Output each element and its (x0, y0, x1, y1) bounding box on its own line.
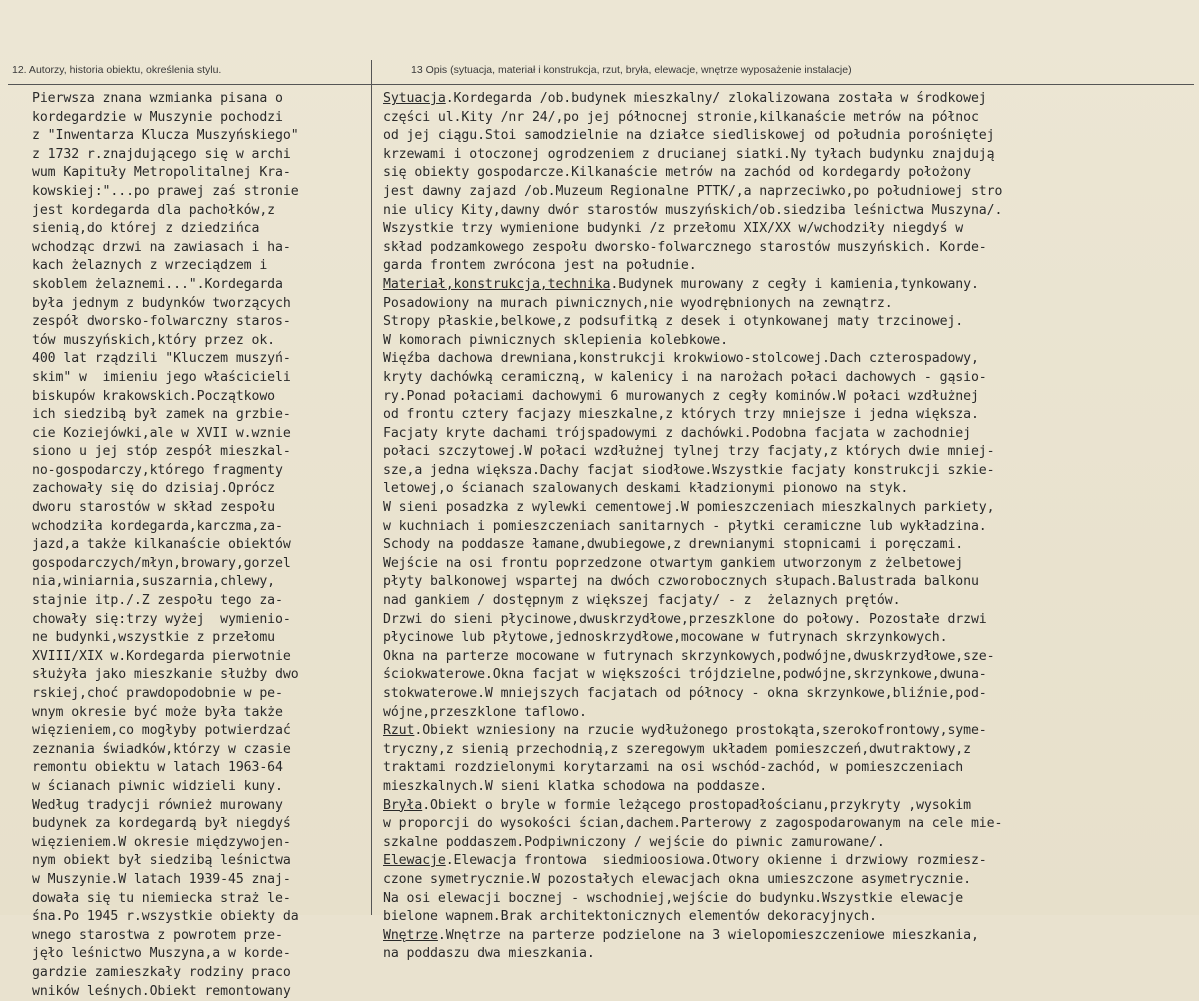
right-column-line: traktami rozdzielonymi korytarzami na osi wschód-zachód, w pomieszczeniach (383, 759, 1195, 778)
right-column-line: od frontu cztery facjazy mieszkalne,z których trzy mniejsze i jedna większa. (383, 406, 1195, 425)
right-column-line: tryczny,z sienią przechodnią,z szeregowym układem pomieszczeń,dwutraktowy,z (383, 741, 1195, 760)
right-column-line: Drzwi do sieni płycinowe,dwuskrzydłowe,przeszklone do połowy. Pozostałe drzwi (383, 611, 1195, 630)
description-column (383, 90, 1195, 964)
right-column-line: od jej ciągu.Stoi samodzielnie na działce siedliskowej od południa porośniętej (383, 127, 1195, 146)
right-column-line: Wszystkie trzy wymienione budynki /z przełomu XIX/XX w/wchodziły niegdyś w (383, 220, 1195, 239)
section-13-header: 13 Opis (sytuacja, materiał i konstrukcja, rzut, bryła, elewacje, wnętrze wyposażenie instalacje) (411, 64, 852, 76)
left-column-line: budynek za kordegardą był niegdyś (32, 815, 368, 834)
left-column-line: biskupów krakowskich.Początkowo (32, 388, 368, 407)
right-column-line: Schody na poddasze łamane,dwubiegowe,z drewnianymi stopnicami i poręczami. (383, 536, 1195, 555)
left-column-line: dowała się tu niemiecka straż le- (32, 890, 368, 909)
left-column-line: chowały się:trzy wyżej wymienio- (32, 611, 368, 630)
right-column-line: Okna na parterze mocowane w futrynach skrzynkowych,podwójne,dwuskrzydłowe,sze- (383, 648, 1195, 667)
right-column-line: letowej,o ścianach szalowanych deskami kładzionymi pionowo na styk. (383, 480, 1195, 499)
right-column-line: Na osi elewacji bocznej - wschodniej,wejście do budynku.Wszystkie elewacje (383, 890, 1195, 909)
left-column-line: siono u jej stóp zespół mieszkal- (32, 443, 368, 462)
left-column-line: ich siedzibą był zamek na grzbie- (32, 406, 368, 425)
right-column-line: skład podzamkowego zespołu dworsko-folwarcznego starostów muszyńskich. Korde- (383, 239, 1195, 258)
history-column (32, 90, 368, 1001)
right-column-line: W komorach piwnicznych sklepienia kolebkowe. (383, 332, 1195, 351)
left-column-line: cie Koziejówki,ale w XVII w.wznie (32, 425, 368, 444)
right-column-line: nie ulicy Kity,dawny dwór starostów muszyńskich/ob.siedziba leśnictwa Muszyna/. (383, 202, 1195, 221)
left-column-line: z "Inwentarza Klucza Muszyńskiego" (32, 127, 368, 146)
left-column-line: kach żelaznych z wrzeciądzem i (32, 257, 368, 276)
left-column-line: więzieniem,co mogłyby potwierdzać (32, 722, 368, 741)
left-column-line: w ścianach piwnic widzieli kuny. (32, 778, 368, 797)
right-column-line: Facjaty kryte dachami trójspadowymi z dachówki.Podobna facjata w zachodniej (383, 425, 1195, 444)
right-column-line: ściokwaterowe.Okna facjat w większości trójdzielne,podwójne,skrzynkowe,dwuna- (383, 666, 1195, 685)
right-column-line: części ul.Kity /nr 24/,po jej północnej stronie,kilkanaście metrów na północ (383, 109, 1195, 128)
left-column-line: zespół dworsko-folwarczny staros- (32, 313, 368, 332)
right-column-line: Stropy płaskie,belkowe,z podsufitką z desek i otynkowanej maty trzcinowej. (383, 313, 1195, 332)
right-column-line: Wejście na osi frontu poprzedzone otwartym gankiem utworzonym z żelbetowej (383, 555, 1195, 574)
left-column-line: wchodziła kordegarda,karczma,za- (32, 518, 368, 537)
left-column-line: gospodarczych/młyn,browary,gorzel (32, 555, 368, 574)
right-column-line: Wnętrze.Wnętrze na parterze podzielone na 3 wielopomieszczeniowe mieszkania, (383, 927, 1195, 946)
left-column-line: z 1732 r.znajdującego się w archi (32, 146, 368, 165)
left-column-line: zeznania świadków,którzy w czasie (32, 741, 368, 760)
left-column-line: skoblem żelaznemi...".Kordegarda (32, 276, 368, 295)
right-column-line: w proporcji do wysokości ścian,dachem.Parterowy z zagospodarowanym na cele mie- (383, 815, 1195, 834)
left-column-line: wników leśnych.Obiekt remontowany (32, 983, 368, 1001)
right-column-line: Bryła.Obiekt o bryle w formie leżącego prostopadłościanu,przykryty ,wysokim (383, 797, 1195, 816)
right-column-line: szkalne poddaszem.Podpiwniczony / wejście do piwnic zamurowane/. (383, 834, 1195, 853)
left-column-line: więzieniem.W okresie międzywojen- (32, 834, 368, 853)
right-column-line: bielone wapnem.Brak architektonicznych elementów dekoracyjnych. (383, 908, 1195, 927)
right-column-line: nad gankiem / dostępnym z większej facjaty/ - z żelaznych prętów. (383, 592, 1195, 611)
left-column-line: no-gospodarczy,którego fragmenty (32, 462, 368, 481)
left-column-line: śna.Po 1945 r.wszystkie obiekty da (32, 908, 368, 927)
left-column-line: tów muszyńskich,który przez ok. (32, 332, 368, 351)
right-column-line: ry.Ponad połaciami dachowymi 6 murowanych z cegły kominów.W połaci wzdłużnej (383, 388, 1195, 407)
left-column-line: dworu starostów w skład zespołu (32, 499, 368, 518)
left-column-line: 400 lat rządzili "Kluczem muszyń- (32, 350, 368, 369)
right-column-line: jest dawny zajazd /ob.Muzeum Regionalne PTTK/,a naprzeciwko,po południowej stro (383, 183, 1195, 202)
left-column-line: ne budynki,wszystkie z przełomu (32, 629, 368, 648)
right-column-line: Sytuacja.Kordegarda /ob.budynek mieszkalny/ zlokalizowana została w środkowej (383, 90, 1195, 109)
left-column-line: skim" w imieniu jego właścicieli (32, 369, 368, 388)
section-12-header: 12. Autorzy, historia obiektu, określenia stylu. (12, 64, 221, 76)
right-column-line: stokwaterowe.W mniejszych facjatach od północy - okna skrzynkowe,bliźnie,pod- (383, 685, 1195, 704)
header-rule (8, 84, 1194, 85)
right-column-line: w kuchniach i pomieszczeniach sanitarnych - płytki ceramiczne lub wykładzina. (383, 518, 1195, 537)
left-column-line: remontu obiektu w latach 1963-64 (32, 759, 368, 778)
right-column-line: kryty dachówką ceramiczną, w kalenicy i na narożach połaci dachowych - gąsio- (383, 369, 1195, 388)
left-column-line: jazd,a także kilkanaście obiektów (32, 536, 368, 555)
right-column-line: połaci szczytowej.W połaci wzdłużnej tylnej trzy facjaty,z których dwie mniej- (383, 443, 1195, 462)
left-column-line: nym obiekt był siedzibą leśnictwa (32, 852, 368, 871)
right-column-line: wójne,przeszklone taflowo. (383, 704, 1195, 723)
left-column-line: służyła jako mieszkanie służby dwo (32, 666, 368, 685)
right-column-line: mieszkalnych.W sieni klatka schodowa na poddasze. (383, 778, 1195, 797)
right-column-line: Posadowiony na murach piwnicznych,nie wyodrębnionych na zewnątrz. (383, 295, 1195, 314)
right-column-line: Rzut.Obiekt wzniesiony na rzucie wydłużonego prostokąta,szerokofrontowy,syme- (383, 722, 1195, 741)
right-column-line: krzewami i otoczonej ogrodzeniem z drucianej siatki.Ny tyłach budynku znajdują (383, 146, 1195, 165)
left-column-line: wnego starostwa z powrotem prze- (32, 927, 368, 946)
right-column-line: Więźba dachowa drewniana,konstrukcji krokwiowo-stolcowej.Dach czterospadowy, (383, 350, 1195, 369)
right-column-line: płyty balkonowej wspartej na dwóch czworobocznych słupach.Balustrada balkonu (383, 573, 1195, 592)
left-column-line: gardzie zamieszkały rodziny praco (32, 964, 368, 983)
left-column-line: stajnie itp./.Z zespołu tego za- (32, 592, 368, 611)
left-column-line: XVIII/XIX w.Kordegarda pierwotnie (32, 648, 368, 667)
left-column-line: Według tradycji również murowany (32, 797, 368, 816)
left-column-line: nia,winiarnia,suszarnia,chlewy, (32, 573, 368, 592)
right-column-line: się obiekty gospodarcze.Kilkanaście metrów na zachód od kordegardy położony (383, 164, 1195, 183)
right-column-line: Materiał,konstrukcja,technika.Budynek murowany z cegły i kamienia,tynkowany. (383, 276, 1195, 295)
left-column-line: wum Kapituły Metropolitalnej Kra- (32, 164, 368, 183)
right-column-line: Elewacje.Elewacja frontowa siedmioosiowa.Otwory okienne i drzwiowy rozmiesz- (383, 852, 1195, 871)
right-column-line: garda frontem zwrócona jest na południe. (383, 257, 1195, 276)
left-column-line: w Muszynie.W latach 1939-45 znaj- (32, 871, 368, 890)
left-column-line: kowskiej:"...po prawej zaś stronie (32, 183, 368, 202)
left-column-line: sienią,do której z dziedzińca (32, 220, 368, 239)
column-divider (371, 60, 372, 915)
right-column-line: na poddaszu dwa mieszkania. (383, 945, 1195, 964)
left-column-line: wnym okresie być może była także (32, 704, 368, 723)
left-column-line: zachowały się do dzisiaj.Oprócz (32, 480, 368, 499)
right-column-line: czone symetrycznie.W pozostałych elewacjach okna umieszczone asymetrycznie. (383, 871, 1195, 890)
left-column-line: kordegardzie w Muszynie pochodzi (32, 109, 368, 128)
left-column-line: była jednym z budynków tworzących (32, 295, 368, 314)
left-column-line: wchodząc drzwi na zawiasach i ha- (32, 239, 368, 258)
left-column-line: Pierwsza znana wzmianka pisana o (32, 90, 368, 109)
left-column-line: jest kordegarda dla pachołków,z (32, 202, 368, 221)
right-column-line: sze,a jedna większa.Dachy facjat siodłowe.Wszystkie facjaty konstrukcji szkie- (383, 462, 1195, 481)
right-column-line: płycinowe lub płytowe,jednoskrzydłowe,mocowane w futrynach skrzynkowych. (383, 629, 1195, 648)
left-column-line: jęło leśnictwo Muszyna,a w korde- (32, 945, 368, 964)
left-column-line: rskiej,choć prawdopodobnie w pe- (32, 685, 368, 704)
right-column-line: W sieni posadzka z wylewki cementowej.W pomieszczeniach mieszkalnych parkiety, (383, 499, 1195, 518)
